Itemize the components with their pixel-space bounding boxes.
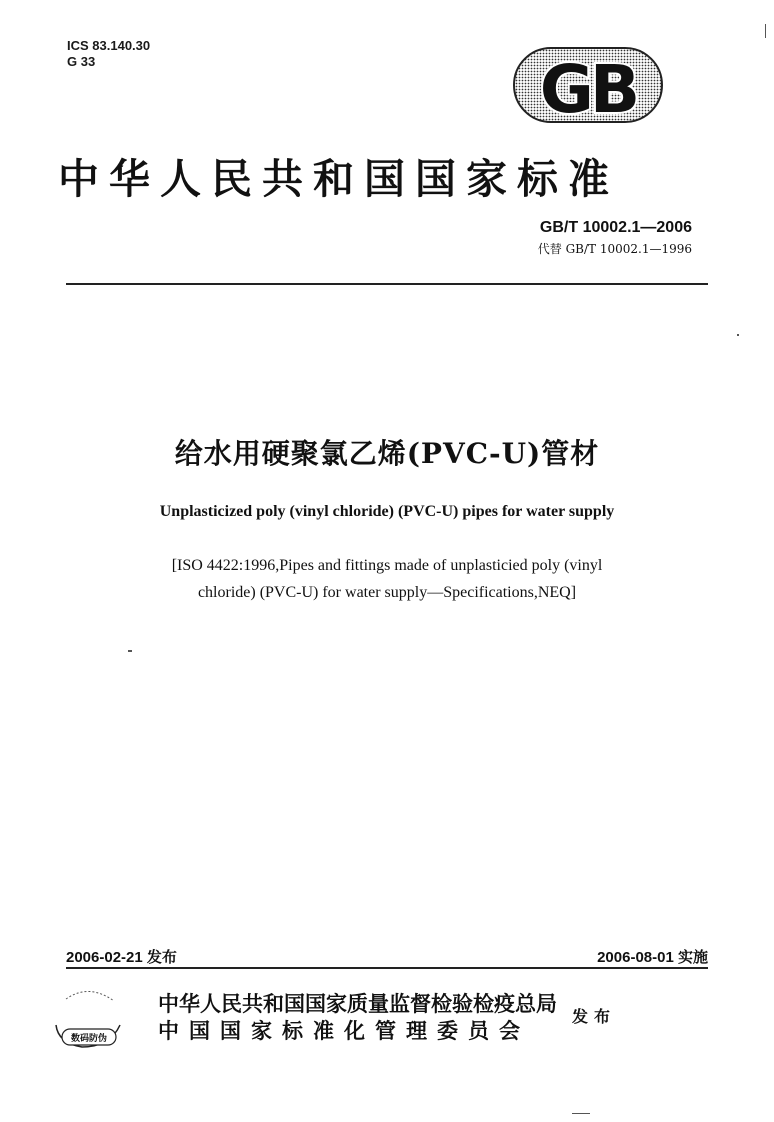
implementation-date: 2006-08-01 实施 (597, 949, 708, 966)
standard-number: GB/T 10002.1—2006 (539, 219, 692, 236)
bottom-divider (66, 967, 708, 969)
issue-label: 发布 (572, 1007, 617, 1026)
scan-speck (128, 650, 132, 652)
ics-block (67, 38, 150, 70)
iso-reference (90, 552, 684, 606)
scan-speck (737, 334, 739, 336)
top-divider (66, 283, 708, 285)
document-title-cn: 给水用硬聚氯乙烯(PVC-U)管材 (174, 437, 600, 470)
seal-text: 数码防伪 (70, 1034, 108, 1044)
replaces-standard: 代替 GB/T 10002.1—1996 (537, 242, 692, 256)
gb-logo-text: GB (539, 51, 637, 124)
iso-reference-line-1: [ISO 4422:1996,Pipes and fittings made of unplasticied poly (vinyl (171, 557, 603, 574)
anti-counterfeit-seal (52, 985, 126, 1053)
scan-mark (572, 1113, 590, 1114)
issuing-authorities (158, 990, 557, 1044)
document-title-en: Unplasticized poly (vinyl chloride) (PVC-U) pipes for water supply (159, 503, 615, 520)
gb-logo (512, 46, 664, 124)
scan-mark (765, 24, 766, 38)
issue-date: 2006-02-21 发布 (66, 949, 177, 966)
national-standard-title: 中华人民共和国国家标准 (58, 155, 619, 203)
authority-aqsiq: 中华人民共和国国家质量监督检验检疫总局 (158, 991, 557, 1016)
authority-sac: 中国国家标准化管理委员会 (158, 1018, 530, 1043)
category-code: G 33 (67, 54, 96, 69)
iso-reference-line-2: chloride) (PVC-U) for water supply—Specifications,NEQ] (197, 584, 577, 601)
ics-code: ICS 83.140.30 (67, 38, 151, 53)
